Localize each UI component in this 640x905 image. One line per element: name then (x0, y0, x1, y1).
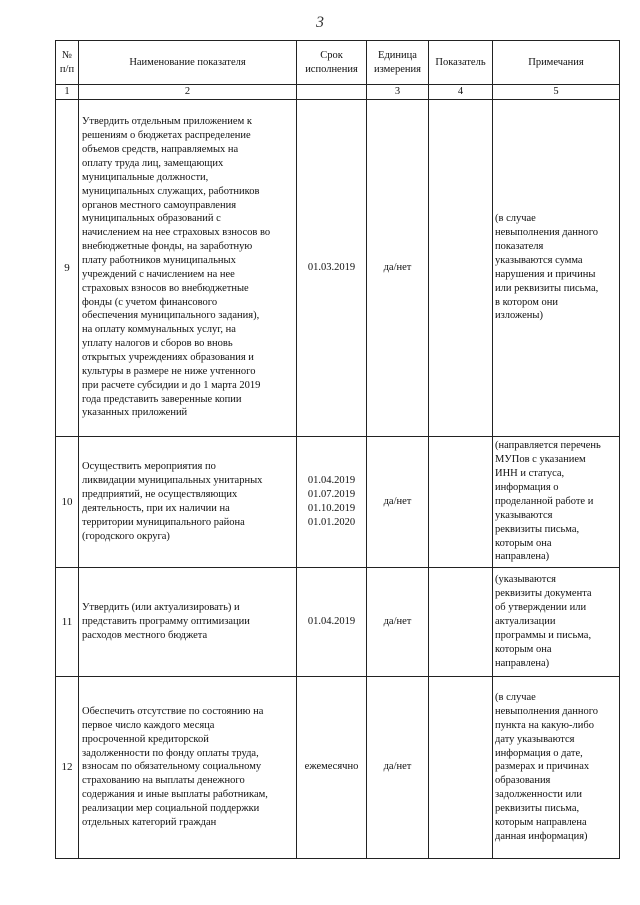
indicator-name-line: плату работников муниципальных (82, 255, 236, 266)
notes-line: реквизиты письма, (495, 803, 580, 814)
header-indicator: Показатель (429, 41, 493, 85)
notes-line: указываются (495, 509, 553, 521)
indicator-value (429, 676, 493, 858)
notes-line: задолженности или (495, 789, 582, 801)
indicator-name-line: ликвидации муниципальных унитарных (82, 475, 263, 487)
notes-line: программы и письма, (495, 629, 592, 641)
indicator-name-line: культуры в размере не ниже учтенного (82, 365, 256, 377)
notes-line: пункта на какую-либо (495, 719, 594, 731)
notes-line: об утверждении или (495, 602, 587, 614)
indicator-name-line: страхованию на выплаты денежного (82, 775, 245, 787)
deadline (297, 567, 367, 676)
notes-line: МУПов с указанием (495, 454, 586, 466)
indicator-name-line: представить программу оптимизации (82, 615, 250, 627)
column-number: 1 (56, 85, 79, 100)
row-number: 9 (56, 99, 79, 436)
notes-line: (в случае (495, 213, 536, 225)
row-number: 10 (56, 436, 79, 567)
notes-line: ИНН и статуса, (495, 468, 565, 480)
row-number: 11 (56, 567, 79, 676)
notes-line: в котором они (495, 296, 559, 308)
indicator-name (79, 436, 297, 567)
deadline-line: 01.01.2020 (307, 516, 356, 528)
table-row (56, 436, 620, 567)
notes (493, 99, 620, 436)
indicator-name-line: начислением на нее страховых взносов во (82, 227, 271, 239)
column-number: 3 (367, 85, 429, 100)
unit: да/нет (367, 436, 429, 567)
indicator-name-line: внебюджетные фонды, на заработную (82, 241, 253, 253)
notes-line: которым направлена (495, 816, 587, 828)
page-number: 3 (316, 14, 324, 31)
notes (493, 676, 620, 858)
unit: да/нет (367, 99, 429, 436)
deadline-line: 01.04.2019 (307, 615, 356, 627)
notes-line: реквизиты документа (495, 588, 592, 600)
notes-line: невыполнения данного (495, 227, 599, 239)
notes-line: актуализации (495, 615, 556, 627)
deadline-line: 01.03.2019 (307, 261, 356, 273)
indicator-name-line: просроченной кредиторской (82, 733, 209, 745)
header-unit: Единица измерения (367, 41, 429, 85)
indicator-name-line: отдельных категорий граждан (82, 816, 217, 828)
indicator-name-line: расходов местного бюджета (82, 629, 208, 641)
table-row (56, 567, 620, 676)
indicator-name (79, 676, 297, 858)
notes-line: проделанной работе и (495, 495, 594, 507)
indicator-name-line: территории муниципального района (82, 516, 245, 528)
unit: да/нет (367, 676, 429, 858)
indicator-name-line: Утвердить отдельным приложением к (82, 116, 252, 128)
row-number: 12 (56, 676, 79, 858)
indicator-value (429, 567, 493, 676)
indicator-name-line: на оплату коммунальных услуг, на (82, 324, 236, 336)
column-numbers-row (56, 85, 620, 100)
header-row (56, 41, 620, 85)
header-deadline: Срок исполнения (297, 41, 367, 85)
indicator-name-line: Осуществить мероприятия по (82, 461, 216, 473)
indicator-name-line: указанных приложений (82, 407, 188, 419)
notes (493, 567, 620, 676)
indicator-name-line: учреждений с начислением на нее (82, 268, 235, 280)
deadline-line: 01.04.2019 (307, 475, 356, 487)
indicator-value (429, 436, 493, 567)
column-number: 4 (429, 85, 493, 100)
indicator-name-line: муниципальных образований с (82, 213, 221, 225)
notes-line: образования (495, 775, 551, 787)
indicator-name-line: задолженности по фонду оплаты труда, (82, 747, 259, 759)
indicator-name-line: обеспечения муниципального задания), (82, 310, 260, 322)
indicator-name-line: Обеспечить отсутствие по состоянию на (82, 705, 264, 717)
indicator-name-line: предприятий, не осуществляющих (82, 489, 238, 500)
unit: да/нет (367, 567, 429, 676)
header-no: № п/п (56, 41, 79, 85)
deadline-line: 01.07.2019 (307, 489, 356, 500)
notes-line: реквизиты письма, (495, 523, 580, 535)
notes-line: (указываются (495, 574, 556, 586)
column-number: 5 (493, 85, 620, 100)
table-row (56, 676, 620, 858)
notes-line: указываются сумма (495, 255, 583, 266)
indicator-name (79, 567, 297, 676)
indicator-name-line: муниципальные должности, (82, 171, 209, 183)
indicator-name-line: решениям о бюджетах распределение (82, 130, 251, 142)
notes-line: (в случае (495, 692, 536, 704)
header-name: Наименование показателя (79, 41, 297, 85)
indicator-name-line: при расчете субсидии и до 1 марта 2019 (82, 379, 261, 391)
notes-line: информация о дате, (495, 747, 583, 759)
notes-line: дату указываются (495, 733, 575, 745)
indicator-name-line: взносам по обязательному социальному (82, 761, 262, 773)
notes-line: направлена) (495, 657, 550, 669)
indicator-name-line: содержания и иные выплаты работникам, (82, 789, 268, 801)
notes (493, 436, 620, 567)
indicator-name-line: реализации мер социальной поддержки (82, 803, 260, 814)
indicator-name-line: органов местного самоуправления (82, 199, 237, 211)
indicator-name-line: муниципальных служащих, работников (82, 185, 260, 197)
header-notes: Примечания (493, 41, 620, 85)
indicator-name-line: оплату труда лиц, замещающих (82, 157, 224, 169)
indicator-name-line: деятельность, при их наличии на (82, 502, 230, 514)
indicator-name-line: Утвердить (или актуализировать) и (82, 602, 240, 614)
deadline (297, 436, 367, 567)
indicator-name-line: (городского округа) (82, 530, 170, 542)
deadline (297, 676, 367, 858)
indicator-name-line: фонды (с учетом финансового (82, 296, 218, 308)
notes-line: которым она (495, 537, 552, 549)
notes-line: размерах и причинах (495, 761, 590, 773)
indicator-name-line: открытых учреждениях образования и (82, 352, 254, 364)
notes-line: данная информация) (495, 830, 588, 842)
notes-line: или реквизиты письма, (495, 282, 599, 294)
column-number: 2 (79, 85, 297, 100)
deadline-line: ежемесячно (304, 761, 359, 773)
table-row (56, 99, 620, 436)
notes-line: нарушения и причины (495, 268, 596, 280)
indicator-value (429, 99, 493, 436)
notes-line: информация о (495, 482, 559, 494)
notes-line: невыполнения данного (495, 705, 599, 717)
notes-line: изложены) (495, 310, 543, 322)
notes-line: направлена) (495, 551, 550, 563)
indicator-name-line: объемов средств, направляемых на (82, 144, 239, 156)
indicator-name-line: страховых взносов во внебюджетные (82, 282, 249, 294)
notes-line: (направляется перечень (495, 440, 601, 452)
indicator-name-line: уплату налогов и сборов во вновь (82, 338, 233, 350)
notes-line: которым она (495, 643, 552, 655)
indicators-table (55, 40, 620, 859)
column-number (297, 85, 367, 100)
deadline (297, 99, 367, 436)
notes-line: показателя (495, 241, 544, 253)
indicator-name-line: года представить заверенные копии (82, 393, 242, 405)
indicator-name (79, 99, 297, 436)
indicator-name-line: первое число каждого месяца (82, 719, 215, 731)
deadline-line: 01.10.2019 (307, 502, 356, 514)
